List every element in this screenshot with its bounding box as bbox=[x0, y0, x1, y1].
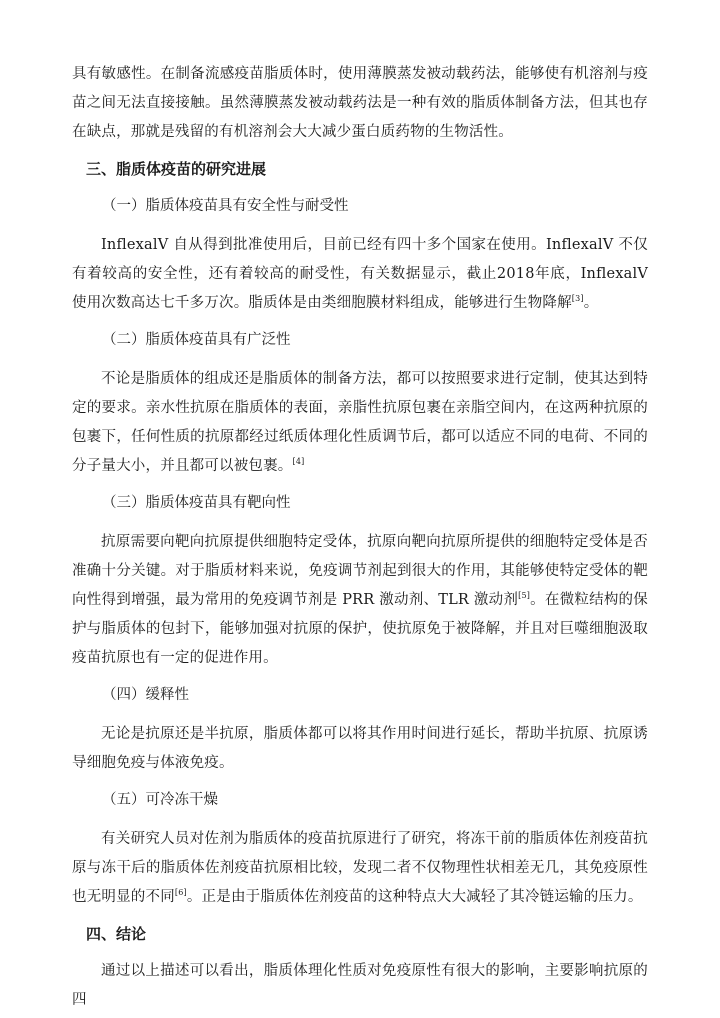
subsection-heading-5: （五）可冷冻干燥 bbox=[102, 792, 218, 808]
paragraph-safety bbox=[72, 231, 648, 318]
paragraph-text: 。 bbox=[583, 295, 599, 311]
paragraph-text: 抗原需要向靶向抗原提供细胞特定受体，抗原向靶向抗原所提供的细胞特定受体是否准确十分关键。对于脂质材料来说，免疫调节剂起到很大的作用，其能够使特定受体的靶向性得到增强，最为常用的免疫调节剂是 PRR 激动剂、TLR 激动剂 bbox=[72, 534, 648, 608]
subsection-heading-4: （四）缓释性 bbox=[102, 687, 189, 703]
paragraph-freeze-drying bbox=[72, 825, 648, 912]
paragraph-breadth bbox=[72, 365, 648, 481]
citation-ref: [4] bbox=[292, 457, 305, 467]
paragraph-text: 不论是脂质体的组成还是脂质体的制备方法，都可以按照要求进行定制，使其达到特定的要求。亲水性抗原在脂质体的表面，亲脂性抗原包裹在亲脂空间内，在这两种抗原的包裹下，任何性质的抗原都经过纸质体理化性质调节后，都可以适应不同的电荷、不同的分子量大小，并且都可以被包裹。 bbox=[72, 371, 648, 474]
citation-ref: [6] bbox=[174, 888, 187, 898]
paragraph-text: 通过以上描述可以看出，脂质体理化性质对免疫原性有很大的影响，主要影响抗原的四 bbox=[72, 963, 648, 1008]
paragraph-text: 。在微粒结构的保护与脂质体的包封下，能够加强对抗原的保护，使抗原免于被降解，并且对巨噬细胞汲取疫苗抗原也有一定的促进作用。 bbox=[72, 592, 648, 666]
citation-ref: [3] bbox=[571, 294, 584, 304]
citation-ref: [5] bbox=[518, 591, 531, 601]
paragraph-text: 有关研究人员对佐剂为脂质体的疫苗抗原进行了研究，将冻干前的脂质体佐剂疫苗抗原与冻干后的脂质体佐剂疫苗抗原相比较，发现二者不仅物理性状相差无几，其免疫原性也无明显的不同 bbox=[72, 831, 648, 905]
section-heading-4: 四、结论 bbox=[86, 925, 147, 943]
paragraph-text: 无论是抗原还是半抗原，脂质体都可以将其作用时间进行延长，帮助半抗原、抗原诱导细胞免疫与体液免疫。 bbox=[72, 726, 648, 771]
paragraph-targeting bbox=[72, 528, 648, 673]
subsection-heading-1: （一）脂质体疫苗具有安全性与耐受性 bbox=[102, 198, 349, 214]
subsection-heading-3: （三）脂质体疫苗具有靶向性 bbox=[102, 495, 291, 511]
subsection-heading-2: （二）脂质体疫苗具有广泛性 bbox=[102, 332, 291, 348]
paragraph-text: InflexalV 自从得到批准使用后，目前已经有四十多个国家在使用。InflexalV 不仅有着较高的安全性，还有着较高的耐受性，有关数据显示，截止2018年底，InflexalV 使用次数高达七千多万次。脂质体是由类细胞膜材料组成，能够进行生物降解 bbox=[72, 237, 648, 311]
paragraph-sustained-release bbox=[72, 720, 648, 778]
paragraph-text: 。正是由于脂质体佐剂疫苗的这种特点大大减轻了其冷链运输的压力。 bbox=[186, 889, 643, 905]
paragraph-text: 具有敏感性。在制备流感疫苗脂质体时，使用薄膜蒸发被动载药法，能够使有机溶剂与疫苗之间无法直接接触。虽然薄膜蒸发被动载药法是一种有效的脂质体制备方法，但其也存在缺点，那就是残留的有机溶剂会大大减少蛋白质药物的生物活性。 bbox=[72, 66, 648, 140]
paragraph-conclusion bbox=[72, 957, 648, 1015]
paragraph-continued bbox=[72, 60, 648, 147]
section-heading-3: 三、脂质体疫苗的研究进展 bbox=[86, 160, 267, 178]
